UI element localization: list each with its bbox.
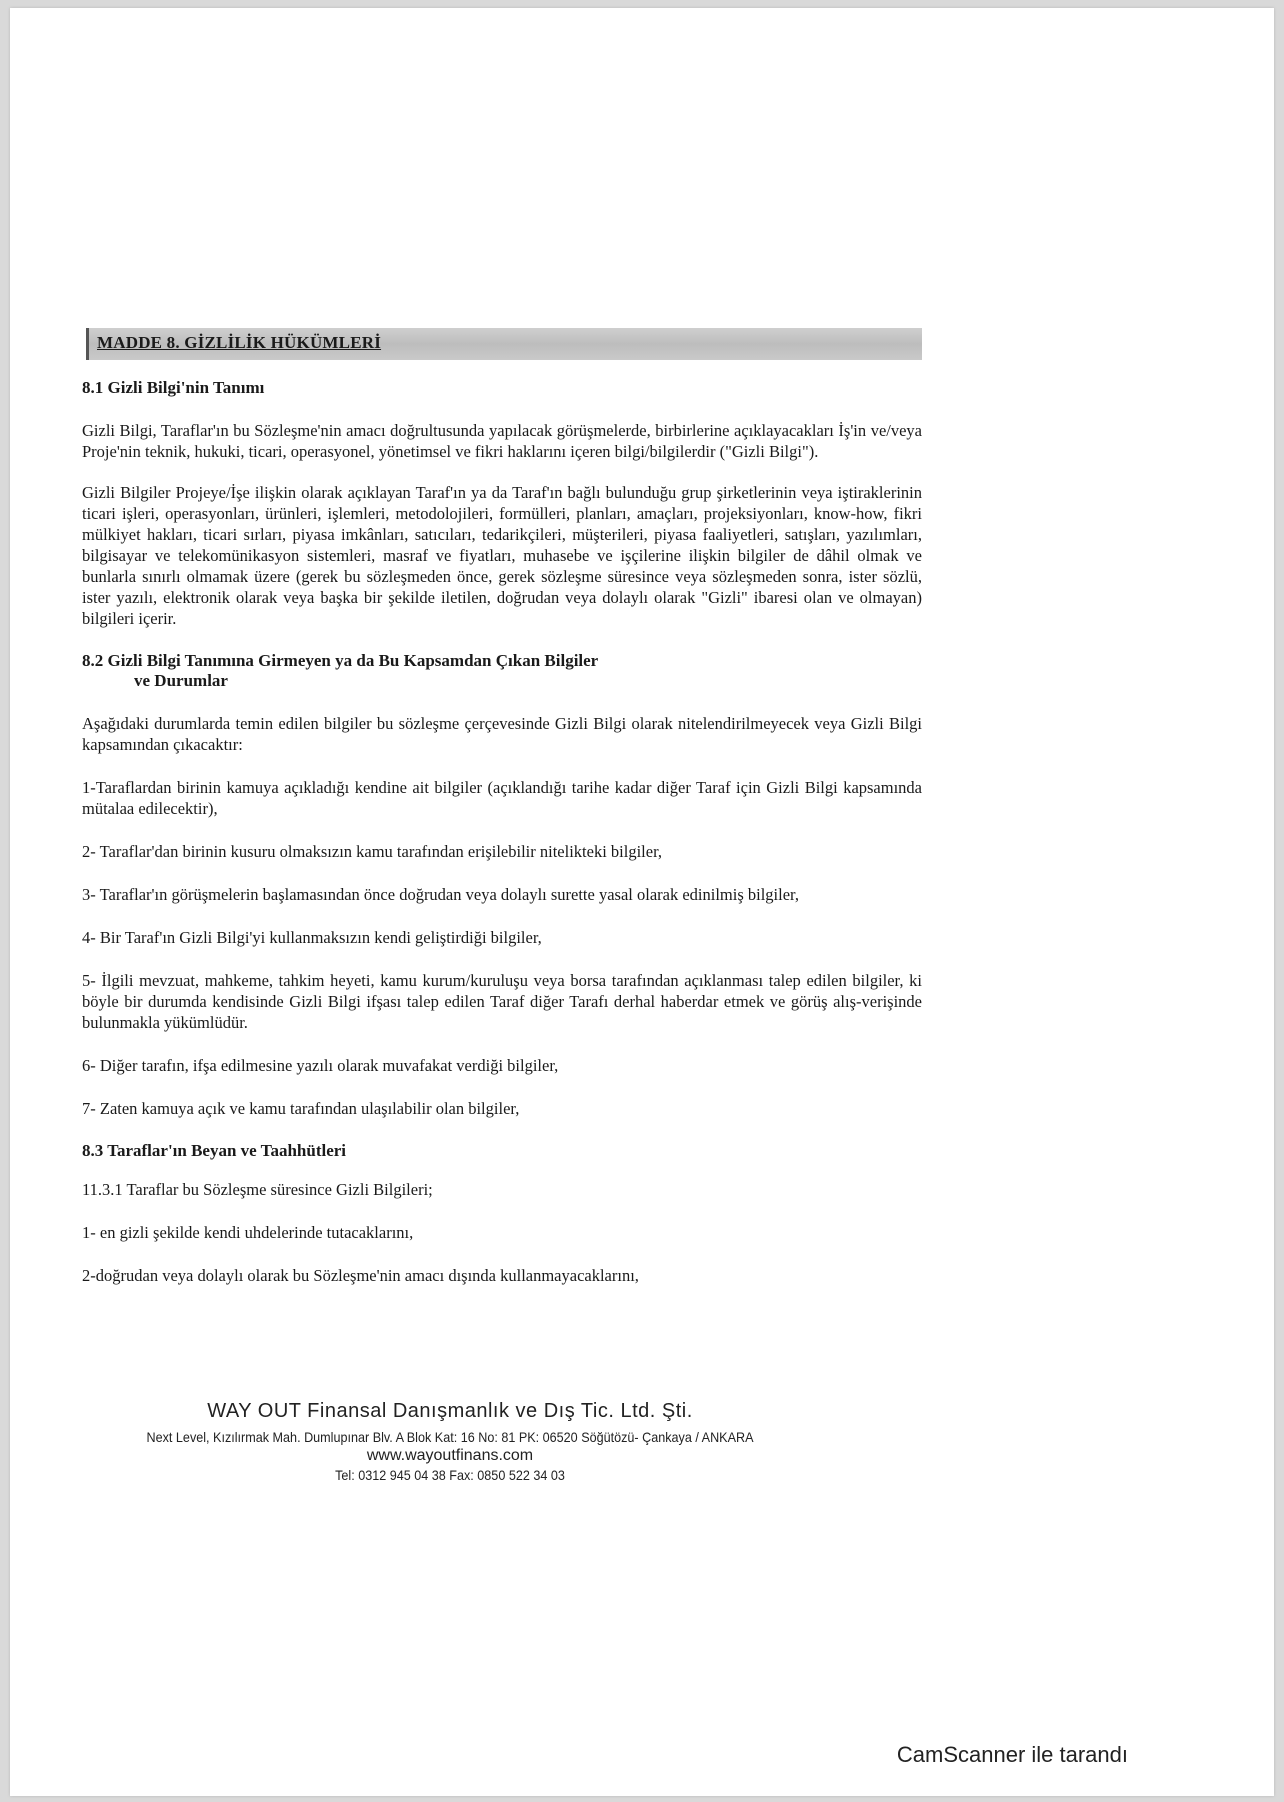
section-header-bar xyxy=(86,328,922,360)
document-content xyxy=(82,328,922,1286)
list-item: 4- Bir Taraf'ın Gizli Bilgi'yi kullanmaksızın kendi geliştirdiği bilgiler, xyxy=(82,928,542,947)
company-name: WAY OUT Finansal Danışmanlık ve Dış Tic. Ltd. Şti. xyxy=(207,1400,693,1422)
paragraph-8-3-intro: 11.3.1 Taraflar bu Sözleşme süresince Gizli Bilgileri; xyxy=(82,1180,433,1199)
heading-8-3: 8.3 Taraflar'ın Beyan ve Taahhütleri xyxy=(82,1141,347,1160)
section-title: MADDE 8. GİZLİLİK HÜKÜMLERİ xyxy=(97,333,382,352)
paragraph-8-1-definition: Gizli Bilgi, Taraflar'ın bu Sözleşme'nin amacı doğrultusunda yapılacak görüşmelerde, birbirlerine açıklayacakları İş'in ve/veya Proje'nin teknik, hukuki, ticari, operasyonel, yönetimsel ve fikri haklarını içeren bilgi/bilgilerdir ("Gizli Bilgi"). xyxy=(82,421,922,461)
list-item: 1-Taraflardan birinin kamuya açıkladığı kendine ait bilgiler (açıklandığı tarihe kadar diğer Taraf için Gizli Bilgi kapsamında mütalaa edilecektir), xyxy=(82,778,922,818)
list-item: 5- İlgili mevzuat, mahkeme, tahkim heyeti, kamu kurum/kuruluşu veya borsa tarafından açıklanması talep edilen bilgiler, ki böyle bir durumda kendisinde Gizli Bilgi ifşası talep edilen Taraf diğer Tarafı derhal haberdar etmek ve görüş alış-verişinde bulunmakla yükümlüdür. xyxy=(82,971,922,1032)
heading-8-2-continued: ve Durumlar xyxy=(134,671,228,690)
list-item: 7- Zaten kamuya açık ve kamu tarafından ulaşılabilir olan bilgiler, xyxy=(82,1099,520,1118)
list-item: 3- Taraflar'ın görüşmelerin başlamasından önce doğrudan veya dolaylı surette yasal olarak edinilmiş bilgiler, xyxy=(82,885,800,904)
company-address: Next Level, Kızılırmak Mah. Dumlupınar Blv. A Blok Kat: 16 No: 81 PK: 06520 Söğütözü- Çankaya / ANKARA xyxy=(146,1429,754,1445)
list-item: 1- en gizli şekilde kendi uhdelerinde tutacaklarını, xyxy=(82,1223,414,1242)
company-website: www.wayoutfinans.com xyxy=(366,1447,534,1464)
paragraph-8-1-scope: Gizli Bilgiler Projeye/İşe ilişkin olarak açıklayan Taraf'ın ya da Taraf'ın bağlı bulunduğu grup şirketlerinin veya iştiraklerinin ticari işleri, operasyonları, ürünleri, işlemleri, metodolojileri, formülleri, planları, amaçları, projeksiyonları, know-how, fikri mülkiyet hakları, ticari sırları, piyasa imkânları, satıcıları, tedarikçileri, müşterileri, piyasa faaliyetleri, satışları, yazılımları, bilgisayar ve telekomünikasyon sistemleri, masraf ve fiyatları, muhasebe ve işçilerine ilişkin bilgiler de dâhil olmak ve bunlarla sınırlı olmamak üzere (gerek bu sözleşmeden önce, gerek sözleşme süresince veya sözleşmeden sonra, ister sözlü, ister yazılı, elektronik olarak veya başka bir şekilde iletilen, doğrudan veya dolaylı olarak "Gizli" ibaresi olan ve olmayan) bilgileri içerir. xyxy=(82,483,922,628)
list-item: 2- Taraflar'dan birinin kusuru olmaksızın kamu tarafından erişilebilir nitelikteki bilgiler, xyxy=(82,842,663,861)
heading-8-1: 8.1 Gizli Bilgi'nin Tanımı xyxy=(82,378,265,397)
letterhead-footer xyxy=(70,1400,830,1483)
company-phone-fax: Tel: 0312 945 04 38 Fax: 0850 522 34 03 xyxy=(335,1467,565,1483)
heading-8-2: 8.2 Gizli Bilgi Tanımına Girmeyen ya da Bu Kapsamdan Çıkan Bilgiler xyxy=(82,651,599,670)
list-item: 2-doğrudan veya dolaylı olarak bu Sözleşme'nin amacı dışında kullanmayacaklarını, xyxy=(82,1266,639,1285)
document-page xyxy=(10,8,1274,1796)
list-item: 6- Diğer tarafın, ifşa edilmesine yazılı olarak muvafakat verdiği bilgiler, xyxy=(82,1056,559,1075)
paragraph-8-2-intro: Aşağıdaki durumlarda temin edilen bilgiler bu sözleşme çerçevesinde Gizli Bilgi olarak nitelendirilmeyecek veya Gizli Bilgi kapsamından çıkacaktır: xyxy=(82,714,922,754)
scanner-watermark: CamScanner ile tarandı xyxy=(896,1742,1128,1767)
